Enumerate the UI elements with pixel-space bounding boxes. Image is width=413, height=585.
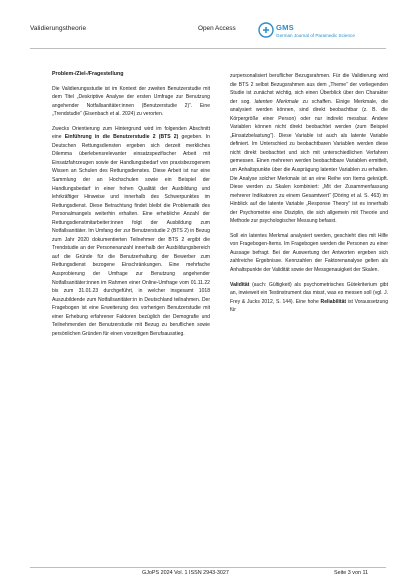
- section-heading: Problem-/Ziel-/Fragestellung: [52, 71, 124, 77]
- paragraph-validity-text-b: ist Voraussetzung für: [230, 298, 388, 314]
- right-column: [230, 72, 388, 321]
- term-reliability: Reliabilität: [320, 298, 347, 305]
- journal-logo-icon: [258, 22, 274, 38]
- running-title: Validierungstheorie: [30, 25, 87, 32]
- paragraph-background-text-a: Zwecks Orientierung zum Hintergrund wird im folgenden Abschnitt eine: [52, 125, 210, 141]
- paragraph-validity: [230, 281, 388, 315]
- open-access-label: Open Access: [198, 25, 236, 32]
- page-header: [30, 20, 386, 46]
- page-number: Seite 3 von 11: [334, 570, 369, 576]
- paragraph-items: Soll ein latentes Merkmal analysiert werden, geschieht dies mit Hilfe von Fragebogen-Items. Im Fragebogen werden die Personen zu einer Aussage befragt. Bei der Auswertung der Antworten ergeben sich zahlreiche Ergebnisse. Kennzahlen der Faktorenanalyse gelten als Anhaltspunkte der Validität sowie der Messgenauigkeit der Skalen.: [230, 232, 388, 274]
- paragraph-intro: Die Validierungsstudie ist im Kontext der zweiten Benutzerstudie mit dem Titel „Deskriptive Analyse der ersten Umfrage zur Benutzung angehender Notfallsanitäter:innen (Benutzerstudie 2)“. Eine „Trendstudie“ (Eisenbach et al. 2024) zu verorten.: [52, 85, 210, 118]
- footer-divider: [30, 567, 386, 568]
- paragraph-latent-traits: [230, 72, 388, 226]
- left-column: [52, 70, 210, 344]
- paragraph-latent-text-a: zurpersonalisiert beruflicher Bezugsrahmen. Für die Validierung wird die BTS 2 selbst Bezugsrahmen aus dem „Theme“ der vorliegenden Studie ist zunächst wichtig, sich einen Überblick über den Charakter der sog.: [230, 73, 388, 105]
- journal-subtitle: German Journal of Paramedic Science: [276, 33, 355, 38]
- paragraph-background-text-b: gegeben. In Deutschen Rettungsdiensten ergeben sich derzeit merkliches Dilemma überlebensrelevanter einsatzspezifischer Arbeit mit Einsatzfahrzeugen sowie der Handlungsbedarf von praxisbezogenem Wissen an Schulen des Rettungsdienstes. Diese Arbeit ist nur eine Sammlung der an Hochschulen sowie ein Beispiel der Handlungsbedarf in einer hohen Qualität der Ausbildung und lehrkräftiger Hinweise und innerhalb des Schwerpunktes im Rettungsdienst. Diese Betrachtung findet bleibt die Problematik des Personalmangels weiterhin erhalten. Eine erhebliche Anzahl der Rettungsdienstmitarbeiter:innen folgt der Ausbildung zum Notfallsanitäter. Im Umfang der zur Benutzerstudie 2 (BTS 2) in Bezug zum Jahr 2020 dokumentierten Teilnehmer der BTS 2 ergibt die Trendstudie an der Personenanzahl innerhalb der Ausbildungsbereich auf die Gründe für die Benutzerhaltung der Bewerber zum Rettungsdienst bezogene Einschränkungen. Eine mehrfache Ausprobierung der Umfrage zur Benutzung angehender Notfallsanitäter:innen im Rahmen einer Online-Umfrage vom 01.11.22 bis zum 31.01.23 durchgeführt, in welcher insgesamt 1018 Auszubildende zum Notfallsanitäter:in in Deutschland teilnahmen. Der Fragebogen ist eine Erweiterung des vorherigen Benutzerstudie mit einer Erhebung erfahrener Faktoren bezüglich der Demografie und Teilnehmenden der Benutzerstudie mit Bezug zu beruflichen sowie persönlichen Gründen für einen vorzeitigen Berufsausstieg.: [52, 134, 210, 337]
- header-divider: [30, 48, 386, 49]
- journal-name: GMS: [276, 23, 294, 32]
- paragraph-validity-text-a: (auch: Gültigkeit) als psychometrisches Gütekriterium gibt an, inwieweit ein Testinstrument das misst, was es messen soll (vgl. J. Frey & Jucks 2012, S. 144). Eine hohe: [230, 281, 388, 305]
- paragraph-latent-italic: latenten Merkmale: [254, 98, 299, 105]
- footer-citation: GJoPS 2024 Vol. 1 ISSN 2943-3027: [142, 570, 229, 576]
- paragraph-latent-text-b: zu schaffen. Einige Merkmale, die analysiert werden können, sind direkt beobachtbar (z. B. die Körpergröße einer Person) oder nur indirekt messbar. Andere Variablen können nicht direkt beobachtet werden (zum Beispiel „Einsatzbelastung“). Diese Variable ist auch als latente Variable definiert. Im Unterschied zu beobachtbaren Variablen werden diese nicht direkt beobachtet und sich mit unterschiedlichen Verfahren gemessen. Einen mehreren werden beobachtbare Variablen ermittelt, um Anhaltspunkte über die Ausprägung latenter Variablen zu erhalten. Die Analyse solcher Merkmale ist an eine Reihe von Items geknüpft. Diese werden zu Skalen kombiniert: „Mit der Zusammenfassung mehrerer Indikatoren zu einem Gesamtwert“ (Döring et al. S. 463) im Hinblick auf die latente Variable „Response Theory“ ist es innerhalb der Psychometrie eine Disziplin, die sich allgemein mit Theorie und Methode zur psychologischer Messung befasst.: [230, 98, 388, 225]
- paragraph-background: [52, 125, 210, 339]
- term-validity: Validität: [230, 281, 250, 288]
- paragraph-background-bold: Einführung in die Benutzerstudie 2 (BTS 2): [64, 134, 179, 141]
- journal-logo[interactable]: [258, 20, 388, 42]
